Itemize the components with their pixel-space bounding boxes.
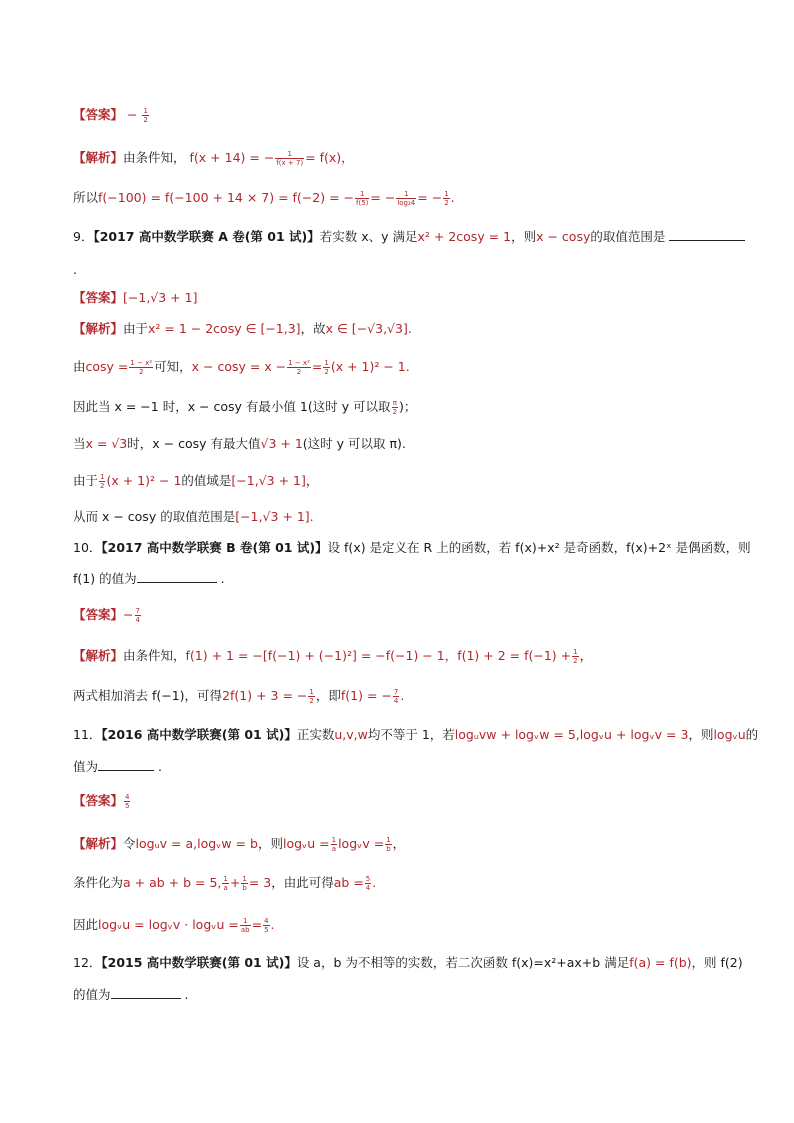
q10-analysis-line2: 两式相加消去 f(−1)，可得2f(1) + 3 = − $\frac{1}{2}$ ，即f(1) = − $\frac{7}{4}$ . [73,688,405,705]
q9-analysis-line2: 由cosy = $\frac{\text{1 − x²}}{2}$ 可知，x − cosy = x − $\frac{\text{1 − x²}}{2}$ = $\frac{1}{2}$ (x + 1)² − 1. [73,359,410,376]
q11-answer: 【答案】 $\frac{4}{5}$ [73,793,130,810]
q12-question: 12．【2015 高中数学联赛(第 01 试)】设 a，b 为不相等的实数，若二次函数 f(x)=x²+ax+b 满足f(a) = f(b)，则 f(2) [73,955,743,970]
q10-question: 10．【2017 高中数学联赛 B 卷(第 01 试)】设 f(x) 是定义在 R 上的函数，若 f(x)+x² 是奇函数，f(x)+2ˣ 是偶函数，则 [73,540,751,555]
q9-answer: 【答案】[−1,√3 + 1] [73,290,198,305]
q10-analysis-line1: 【解析】由条件知，f(1) + 1 = −[f(−1) + (−1)²] = −f(−1) − 1，f(1) + 2 = f(−1) + $\frac{1}{2}$ ， [73,648,593,665]
q8-analysis-line2: 所以f(−100) = f(−100 + 14 × 7) = f(−2) = − $\frac{1}{f(5)}$ = − $\frac{1}{\text{log₂4}}$ = − $\frac{1}{2}$ . [73,190,455,207]
q11-question: 11．【2016 高中数学联赛(第 01 试)】正实数u,v,w均不等于 1，若logᵤvw + logᵥw = 5,logᵥu + logᵥv = 3，则logᵥu的 [73,727,759,742]
q10-answer: 【答案】− $\frac{7}{4}$ [73,607,140,624]
answer-blank[interactable] [669,230,745,241]
q9-analysis-line5: 由于 $\frac{1}{2}$ (x + 1)² − 1的值域是[−1,√3 + 1]， [73,473,319,490]
q12-question-cont: 的值为 . [73,987,189,1002]
answer-label: 【答案】 [73,107,124,122]
q9-question: 9．【2017 高中数学联赛 A 卷(第 01 试)】若实数 x、y 满足x² + 2cosy = 1，则x − cosy的取值范围是 [73,229,745,245]
q8-answer: 【答案】 − $\frac{1}{2}$ [73,107,148,124]
q9-analysis-line3: 因此当 x = −1 时，x − cosy 有最小值 1(这时 y 可以取 $\frac{\pi}{2}$ )； [73,399,417,416]
q10-question-cont: f(1) 的值为 . [73,571,225,586]
q11-analysis-line2: 条件化为a + ab + b = 5, $\frac{1}{a}$ + $\frac{1}{b}$ = 3，由此可得ab = $\frac{5}{4}$ . [73,875,377,892]
answer-blank[interactable] [137,572,217,583]
q9-analysis-line4: 当x = √3时，x − cosy 有最大值√3 + 1(这时 y 可以取 π). [73,436,406,451]
q9-analysis-line1: 【解析】由于x² = 1 − 2cosy ∈ [−1,3]，故x ∈ [−√3,√3]. [73,321,412,336]
q11-question-cont: 值为 . [73,759,162,774]
q11-analysis-line3: 因此logᵥu = logᵥv · logᵥu = $\frac{1}{ab}$ = $\frac{4}{5}$ . [73,917,275,934]
q8-analysis-line1: 【解析】由条件知， f(x + 14) = − $\frac{1}{f(x + 7)}$ = f(x)， [73,150,354,167]
q9-analysis-line6: 从而 x − cosy 的取值范围是[−1,√3 + 1]. [73,509,314,524]
q11-analysis-line1: 【解析】令logᵤv = a,logᵥw = b，则logᵥu = $\frac{1}{a}$ logᵥv = $\frac{1}{b}$ ， [73,836,406,853]
answer-blank[interactable] [98,760,154,771]
answer-blank[interactable] [111,988,181,999]
